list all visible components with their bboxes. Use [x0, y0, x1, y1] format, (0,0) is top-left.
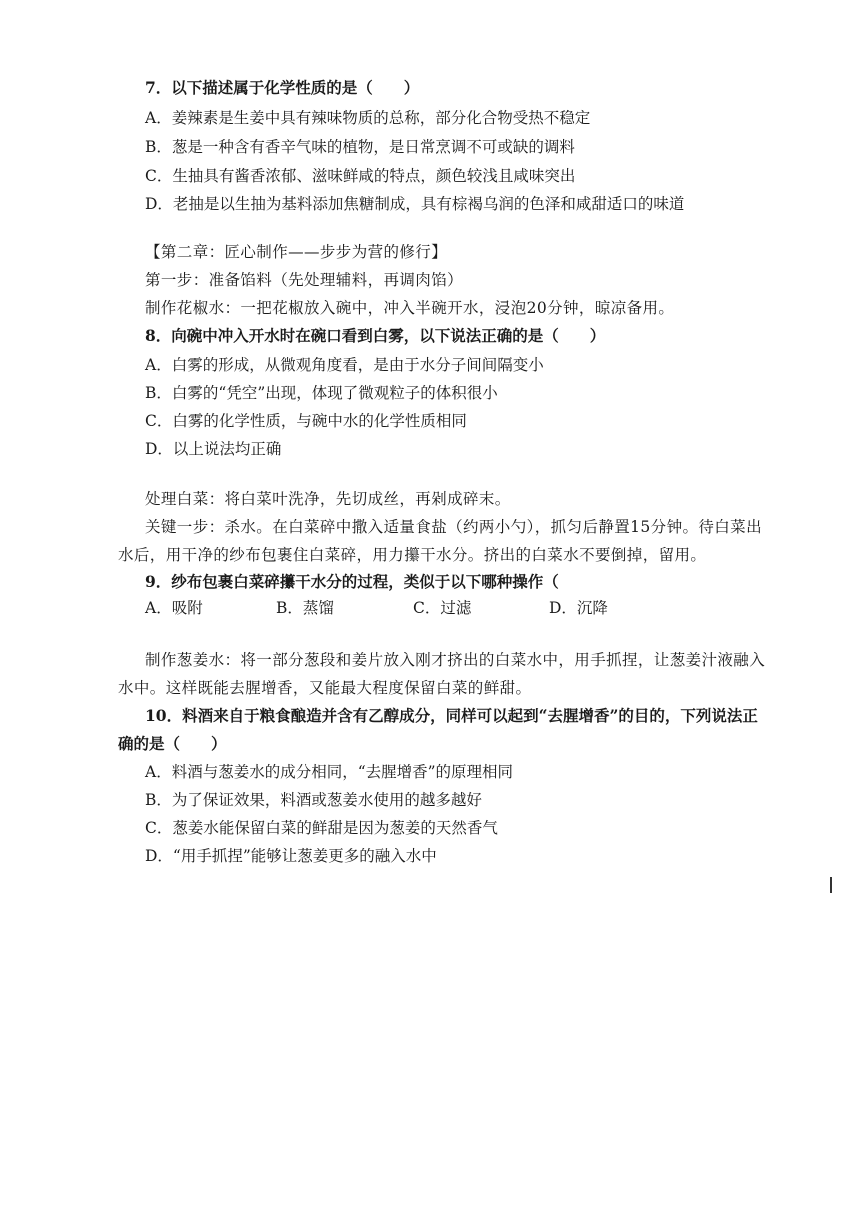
q10-option-c: C．葱姜水能保留白菜的鲜甜是因为葱姜的天然香气: [145, 819, 498, 837]
q8-option-d: D．以上说法均正确: [145, 440, 282, 458]
scan-mark: [830, 877, 832, 893]
q9-stem: 9．纱布包裹白菜碎攥干水分的过程，类似于以下哪种操作（: [145, 572, 559, 591]
q8-option-a: A．白雾的形成，从微观角度看，是由于水分子间间隔变小: [145, 356, 544, 374]
q8-option-b: B．白雾的“凭空”出现，体现了微观粒子的体积很小: [145, 384, 498, 402]
q9-option-d: D．沉降: [549, 599, 608, 617]
scallion-water-text-2: 水中。这样既能去腥增香，又能最大程度保留白菜的鲜甜。: [118, 679, 532, 697]
q10-stem-line1: 10．料酒来自于粮食酿造并含有乙醇成分，同样可以起到“去腥增香”的目的，下列说法正: [145, 706, 758, 725]
q7-option-a: A．姜辣素是生姜中具有辣味物质的总称，部分化合物受热不稳定: [145, 109, 591, 127]
q9-option-b: B．蒸馏: [276, 599, 334, 617]
q7-option-b: B．葱是一种含有香辛气味的植物，是日常烹调不可或缺的调料: [145, 138, 575, 156]
q9-option-a: A．吸附: [145, 599, 203, 617]
q8-option-c: C．白雾的化学性质，与碗中水的化学性质相同: [145, 412, 467, 430]
q10-option-b: B．为了保证效果，料酒或葱姜水使用的越多越好: [145, 791, 482, 809]
cabbage-text-3: 水后，用干净的纱布包裹住白菜碎，用力攥干水分。挤出的白菜水不要倒掉，留用。: [118, 546, 707, 564]
scallion-water-text-1: 制作葱姜水：将一部分葱段和姜片放入刚才挤出的白菜水中，用手抓捏，让葱姜汁液融入: [145, 651, 766, 669]
q7-option-c: C．生抽具有酱香浓郁、滋味鲜咸的特点，颜色较浅且咸味突出: [145, 167, 576, 185]
q7-stem: 7．以下描述属于化学性质的是（ ）: [145, 78, 420, 97]
q10-option-a: A．料酒与葱姜水的成分相同，“去腥增香”的原理相同: [145, 763, 514, 781]
chapter-title: 【第二章：匠心制作——步步为营的修行】: [145, 243, 448, 261]
pepper-water-text: 制作花椒水：一把花椒放入碗中，冲入半碗开水，浸泡20分钟，晾凉备用。: [145, 299, 675, 317]
step1-heading: 第一步：准备馅料（先处理辅料，再调肉馅）: [145, 271, 464, 289]
cabbage-text-2: 关键一步：杀水。在白菜碎中撒入适量食盐（约两小勺），抓匀后静置15分钟。待白菜出: [145, 518, 762, 536]
q10-stem-line2: 确的是（ ）: [118, 734, 227, 753]
cabbage-text-1: 处理白菜：将白菜叶洗净，先切成丝，再剁成碎末。: [145, 490, 511, 508]
q9-option-c: C．过滤: [413, 599, 472, 617]
q8-stem: 8．向碗中冲入开水时在碗口看到白雾，以下说法正确的是（ ）: [145, 326, 606, 345]
q10-option-d: D．“用手抓捏”能够让葱姜更多的融入水中: [145, 847, 437, 865]
q7-option-d: D．老抽是以生抽为基料添加焦糖制成，具有棕褐乌润的色泽和咸甜适口的味道: [145, 195, 685, 213]
